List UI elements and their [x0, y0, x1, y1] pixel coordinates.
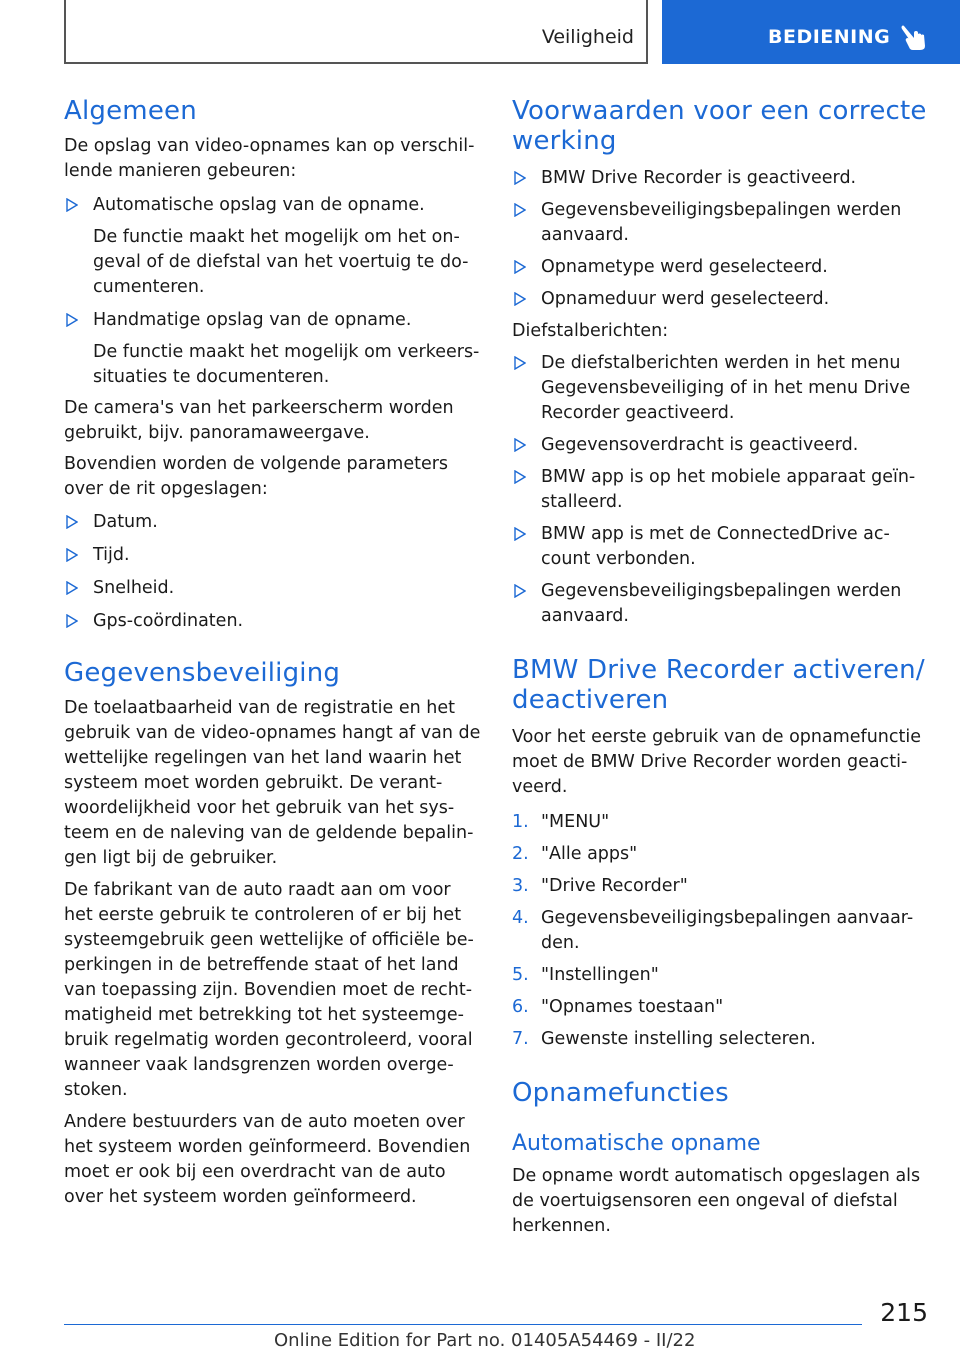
triangle-bullet-icon: [66, 581, 78, 595]
list-item: BMW app is op het mobiele apparaat geïn-stalleerd.: [512, 465, 932, 515]
section-title-activeren: BMW Drive Recorder activeren/ deactiveren: [512, 655, 925, 715]
edition-footer: Online Edition for Part no. 01405A54469 - II/22: [274, 1330, 696, 1351]
triangle-bullet-icon: [514, 292, 526, 306]
right-column: [512, 96, 932, 1239]
list-item: Datum.: [64, 510, 482, 535]
list-item: BMW Drive Recorder is geactiveerd.: [512, 166, 932, 191]
triangle-bullet-icon: [66, 313, 78, 327]
step-item: 6. "Opnames toestaan": [512, 997, 724, 1017]
chapter-tab[interactable]: [662, 0, 960, 64]
theft-intro: Diefstalberichten:: [512, 321, 669, 341]
privacy-paragraph: De fabrikant van de auto raadt aan om voor het eerste gebruik te controleren of er bij het systeemgebruik geen wettelijke of officiële be-perkingen in de betreffende staat of het land van toepassing zijn. Bovendien moet de recht-matigheid met betrekking tot het systeemge-bruik regelmatig worden gecontroleerd, vooral wanneer vaak landsgrenzen worden overge-stoken.: [64, 880, 474, 1100]
triangle-bullet-icon: [66, 614, 78, 628]
left-column: [64, 96, 482, 1210]
list-item: Gegevensbeveiligingsbepalingen werden aanvaard.: [512, 198, 932, 248]
list-item: BMW app is met de ConnectedDrive ac-count verbonden.: [512, 522, 932, 572]
triangle-bullet-icon: [66, 548, 78, 562]
triangle-bullet-icon: [66, 515, 78, 529]
triangle-bullet-icon: [514, 356, 526, 370]
triangle-bullet-icon: [514, 438, 526, 452]
section-label: Veiligheid: [541, 26, 634, 48]
privacy-paragraph: Andere bestuurders van de auto moeten over het systeem worden geïnformeerd. Bovendien moet er ook bij een overdracht van de auto over het systeem worden geïnformeerd.: [64, 1112, 471, 1207]
triangle-bullet-icon: [514, 203, 526, 217]
list-item: Automatische opslag van de opname. De functie maakt het mogelijk om het on-geval of de diefstal van het voertuig te do-cumenteren.: [64, 193, 482, 300]
privacy-paragraph: De toelaatbaarheid van de registratie en het gebruik van de video-opnames hangt af van de wettelijke regelingen van het land waarin het systeem moet worden gebruikt. De verant-woordelijkheid voor het gebruik van het sys-teem en de naleving van de geldende bepalin-gen ligt bij de gebruiker.: [64, 698, 481, 868]
step-item: 5. "Instellingen": [512, 965, 659, 985]
chapter-tab-label: BEDIENING: [768, 26, 891, 48]
header-section-box: [64, 0, 648, 64]
list-item: Snelheid.: [64, 576, 482, 601]
section-title-voorwaarden: Voorwaarden voor een correcte werking: [512, 96, 927, 156]
triangle-bullet-icon: [66, 198, 78, 212]
step-item: 7. Gewenste instelling selecteren.: [512, 1029, 816, 1049]
list-item: Gegevensoverdracht is geactiveerd.: [512, 433, 932, 458]
page-number: 215: [880, 1298, 928, 1327]
step-item: 4. Gegevensbeveiligingsbepalingen aanvaar-den.: [512, 908, 914, 953]
triangle-bullet-icon: [514, 171, 526, 185]
auto-text: De opname wordt automatisch opgeslagen als de voertuigsensoren een ongeval of diefstal herkennen.: [512, 1166, 921, 1236]
pointing-hand-icon: [900, 22, 928, 52]
activate-intro: Voor het eerste gebruik van de opnamefunctie moet de BMW Drive Recorder worden geacti-veerd.: [512, 727, 922, 797]
section-title-algemeen: Algemeen: [64, 96, 197, 126]
step-item: 3. "Drive Recorder": [512, 876, 688, 896]
triangle-bullet-icon: [514, 470, 526, 484]
subsection-title-automatische-opname: Automatische opname: [512, 1131, 761, 1156]
triangle-bullet-icon: [514, 527, 526, 541]
list-item: Gegevensbeveiligingsbepalingen werden aanvaard.: [512, 579, 932, 629]
section-title-opnamefuncties: Opnamefuncties: [512, 1078, 729, 1108]
list-item: Opnameduur werd geselecteerd.: [512, 287, 932, 312]
step-item: 2. "Alle apps": [512, 844, 638, 864]
params-intro: Bovendien worden de volgende parameters over de rit opgeslagen:: [64, 454, 449, 499]
list-item: Gps-coördinaten.: [64, 609, 482, 634]
triangle-bullet-icon: [514, 260, 526, 274]
list-item: Tijd.: [64, 543, 482, 568]
list-item: De diefstalberichten werden in het menu Gegevensbeveiliging of in het menu Drive Recorder geactiveerd.: [512, 351, 932, 426]
list-item: Opnametype werd geselecteerd.: [512, 255, 932, 280]
section-title-gegevensbeveiliging: Gegevensbeveiliging: [64, 658, 341, 688]
footer-divider: [64, 1324, 862, 1325]
triangle-bullet-icon: [514, 584, 526, 598]
step-item: 1. "MENU": [512, 812, 610, 832]
list-item: Handmatige opslag van de opname. De functie maakt het mogelijk om verkeers-situaties te documenteren.: [64, 308, 482, 390]
algemeen-intro: De opslag van video-opnames kan op verschil-lende manieren gebeuren:: [64, 136, 475, 181]
camera-text: De camera's van het parkeerscherm worden gebruikt, bijv. panoramaweergave.: [64, 398, 454, 443]
